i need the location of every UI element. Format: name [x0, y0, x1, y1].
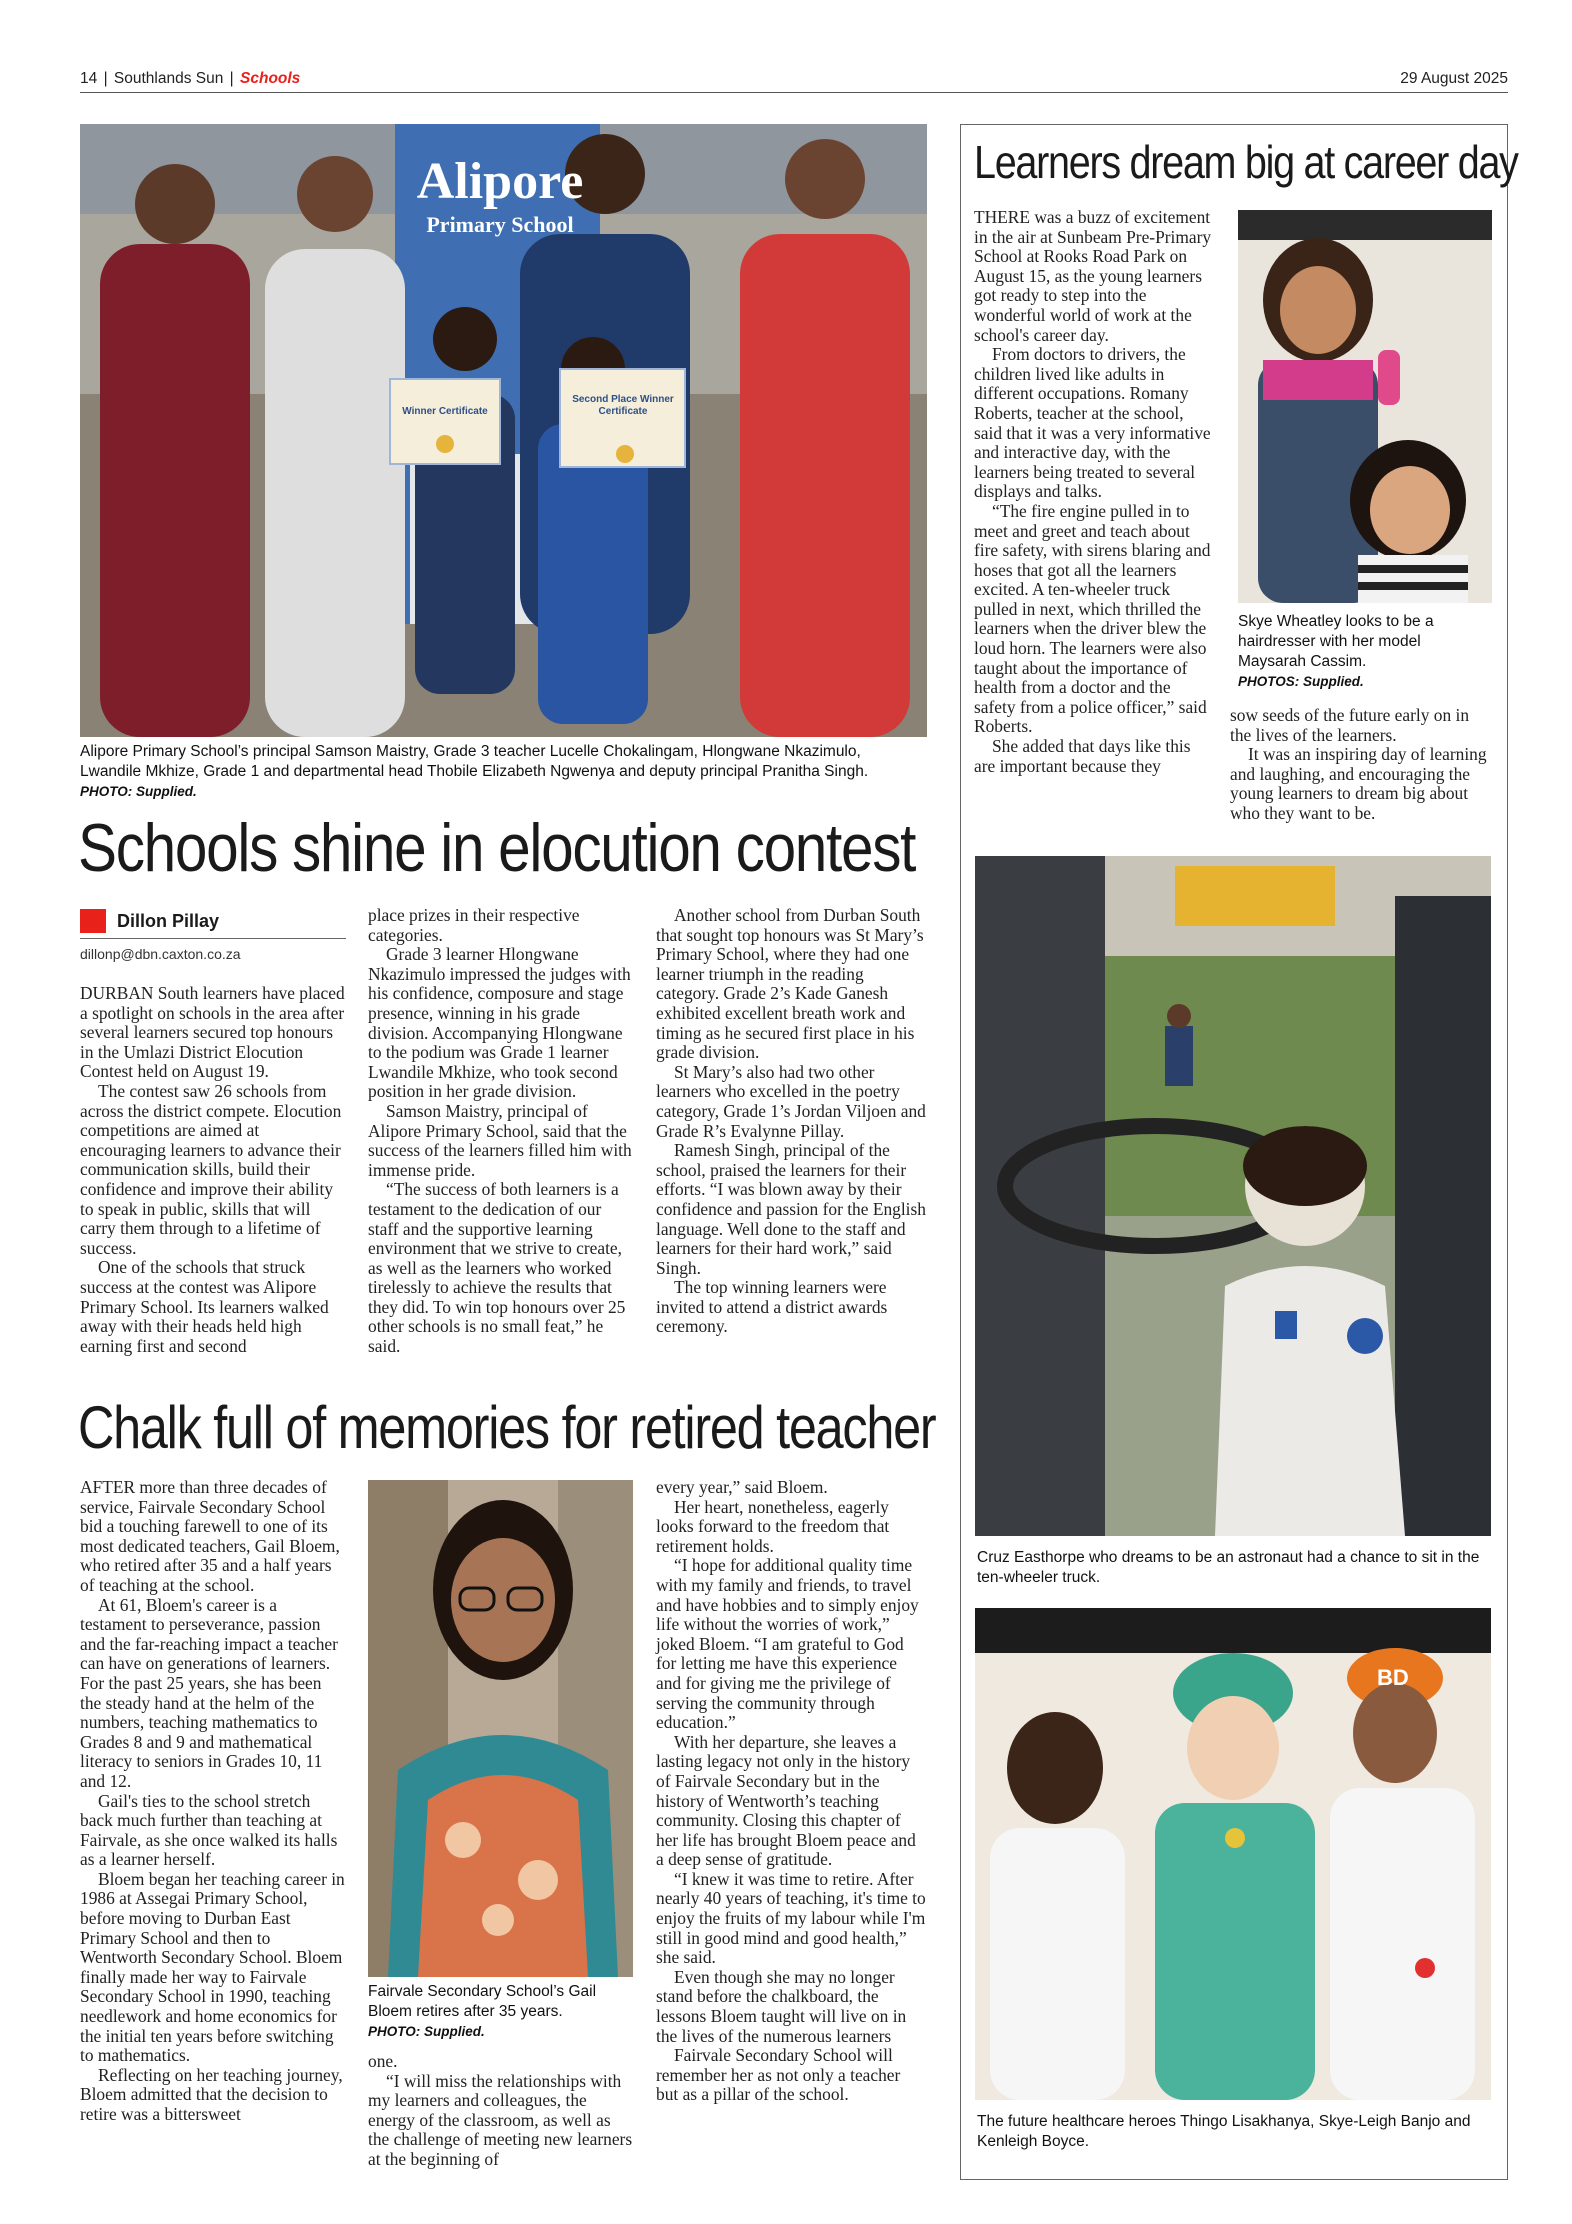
- paragraph: Grade 3 learner Hlongwane Nkazimulo impressed the judges with his confidence, composure and stage presence, winning in his grade division. Accompanying Hlongwane to the podium was Grade 1 learner Lwandile Mkhize, who took second position in her grade division.: [368, 944, 631, 1102]
- retired-column-1: [80, 1478, 346, 2125]
- header-separator: |: [103, 70, 108, 87]
- healthcare-kids-photo: [975, 1608, 1491, 2100]
- paragraph: one.: [368, 2051, 398, 2071]
- paragraph: THERE was a buzz of excitement in the air at Sunbeam Pre-Primary School at Rooks Road Park on August 15, as the young learners got ready to step into the wonderful world of work at the school's career day.: [974, 207, 1212, 345]
- publication-name: Southlands Sun: [113, 70, 224, 87]
- hairdresser-caption: [1238, 612, 1492, 692]
- page-header: [80, 70, 1508, 92]
- elocution-column-3: [656, 906, 926, 1337]
- paragraph: Fairvale Secondary School will remember her as not only a teacher but as a pillar of the school.: [656, 2045, 901, 2105]
- paragraph: At 61, Bloem's career is a testament to perseverance, passion and the far-reaching impact a teacher can have on generations of learners. For the past 25 years, she has been the steady hand at the helm of the numbers, teaching mathematics to Grades 8 and 9 and mathematical literacy to seniors in Grades 10, 11 and 12.: [80, 1594, 338, 1791]
- school-sign-title: Alipore: [416, 153, 584, 210]
- paragraph: From doctors to drivers, the children lived like adults in different occupations. Romany Roberts, teacher at the school, said that it was a very informative and interactive day, with the learners being treated to several displays and talks.: [974, 344, 1211, 502]
- photo-credit: PHOTO: Supplied.: [368, 2024, 485, 2039]
- issue-date: 29 August 2025: [1400, 70, 1508, 87]
- byline-name: Dillon Pillay: [117, 911, 220, 931]
- paragraph: It was an inspiring day of learning and laughing, and encouraging the young learners to dream big about who they want to be.: [1230, 744, 1487, 823]
- paragraph: Bloem began her teaching career in 1986 at Assegai Primary School, before moving to Durban East Primary School and then to Wentworth Secondary School. Bloem finally made her way to Fairvale Secondary School in 1990, teaching needlework and home economics for the initial ten years before switching to mathematics.: [80, 1868, 345, 2066]
- school-sign: [410, 152, 590, 238]
- paragraph: Gail's ties to the school stretch back much further than teaching at Fairvale, as she once walked its halls as a learner herself.: [80, 1790, 338, 1870]
- paragraph: St Mary’s also had two other learners who excelled in the poetry category, Grade 1’s Jordan Viljoen and Grade R’s Evalynne Pillay.: [656, 1061, 926, 1141]
- school-sign-subtitle: Primary School: [426, 212, 574, 237]
- paragraph: AFTER more than three decades of service, Fairvale Secondary School bid a touching farewell to one of its most dedicated teachers, Gail Bloem, who retired after 35 and a half years of teaching at the school.: [80, 1477, 340, 1595]
- section-name: Schools: [240, 70, 301, 87]
- paragraph: “The success of both learners is a testament to the dedication of our staff and the supportive learning environment that we strive to create, as well as the learners who worked tirelessly to achieve the results that they did. To win top honours over 25 other schools is no small feat,” he said.: [368, 1179, 626, 1357]
- paragraph: Her heart, nonetheless, eagerly looks forward to the freedom that retirement holds.: [656, 1496, 890, 1556]
- paragraph: Another school from Durban South that sought top honours was St Mary’s Primary School, where they had one learner triumph in the reading category. Grade 2’s Kade Ganesh exhibited excellent breath work and timing as he secured first place in his grade division.: [656, 905, 924, 1063]
- byline-email: dillonp@dbn.caxton.co.za: [80, 946, 241, 962]
- certificate-label-1: Winner Certificate: [402, 406, 488, 417]
- paragraph: The contest saw 26 schools from across the district compete. Elocution competitions are aimed at encouraging learners to advance their communication skills, build their confidence and improve their ability to speak in public, skills that will carry them through to a lifetime of success.: [80, 1080, 342, 1258]
- hairdresser-photo: [1238, 210, 1492, 603]
- retired-column-3: [656, 1478, 926, 2105]
- truck-astronaut-photo: [975, 856, 1491, 1536]
- gail-bloem-photo: [368, 1480, 633, 1977]
- caption-text: Skye Wheatley looks to be a hairdresser with her model Maysarah Cassim.: [1238, 613, 1434, 670]
- caption-text: Fairvale Secondary School’s Gail Bloem retires after 35 years.: [368, 1983, 597, 2020]
- cap-badge-text: BD: [1377, 1665, 1409, 1690]
- caption-text: Alipore Primary School’s principal Samson Maistry, Grade 3 teacher Lucelle Chokalingam, Hlongwane Nkazimulo, Lwandile Mkhize, Grade 1 and departmental head Thobile Elizabeth Ngwenya and deputy principal Pranitha Singh.: [80, 743, 869, 780]
- paragraph: “I will miss the relationships with my learners and colleagues, the energy of the classroom, as well as the challenge of meeting new learners at the beginning of: [368, 2070, 633, 2169]
- elocution-headline: Schools shine in elocution contest: [78, 810, 916, 886]
- page-number: 14: [80, 70, 98, 87]
- paragraph: “I hope for additional quality time with my family and friends, to travel and have hobbies and to simply enjoy life without the worries of work,” joked Bloem. “I am grateful to God for letting me have this experience and for giving me the privilege of serving the community through education.”: [656, 1555, 919, 1733]
- header-separator: |: [229, 70, 234, 87]
- career-column-2: [1230, 706, 1494, 824]
- truck-astronaut-caption: Cruz Easthorpe who dreams to be an astronaut had a chance to sit in the ten-wheeler truck.: [977, 1549, 1480, 1586]
- header-rule: [80, 92, 1508, 93]
- certificate-label-2: Second Place Winner Certificate: [572, 394, 674, 417]
- alipore-photo-caption: [80, 742, 920, 802]
- career-column-1: [974, 208, 1212, 776]
- paragraph: Even though she may no longer stand before the chalkboard, the lessons Bloem taught will live on in the lives of the numerous learners: [656, 1966, 907, 2046]
- healthcare-kids-caption: The future healthcare heroes Thingo Lisakhanya, Skye-Leigh Banjo and Kenleigh Boyce.: [977, 2113, 1471, 2150]
- elocution-column-1: [80, 984, 346, 1356]
- paragraph: sow seeds of the future early on in the lives of the learners.: [1230, 705, 1470, 745]
- paragraph: Samson Maistry, principal of Alipore Primary School, said that the success of the learners filled him with immense pride.: [368, 1100, 632, 1180]
- paragraph: One of the schools that struck success at the contest was Alipore Primary School. Its learners walked away with their heads held high earning first and second: [80, 1257, 329, 1356]
- paragraph: every year,” said Bloem.: [656, 1477, 828, 1497]
- elocution-column-2: [368, 906, 634, 1357]
- paragraph: Reflecting on her teaching journey, Bloem admitted that the decision to retire was a bittersweet: [80, 2064, 343, 2124]
- retired-teacher-headline: Chalk full of memories for retired teacher: [78, 1394, 936, 1461]
- byline-rule: [80, 938, 346, 939]
- byline-marker: [80, 909, 106, 933]
- paragraph: place prizes in their respective categories.: [368, 905, 580, 945]
- gail-bloem-caption: [368, 1982, 633, 2042]
- alipore-group-photo: [80, 124, 927, 737]
- paragraph: “The fire engine pulled in to meet and greet and teach about fire safety, with sirens blaring and hoses that got all the learners excited. A ten-wheeler truck pulled in next, which thrilled the learners when the driver blew the loud horn. The learners were also taught about the importance of health from a doctor and the safety from a police officer,” said Roberts.: [974, 500, 1211, 737]
- paragraph: She added that days like this are important because they: [974, 736, 1191, 776]
- photo-credit: PHOTOS: Supplied.: [1238, 674, 1364, 689]
- paragraph: Ramesh Singh, principal of the school, praised the learners for their efforts. “I was blown away by their confidence and passion for the English language. Well done to the staff and learners for their hard work,” said Singh.: [656, 1140, 926, 1278]
- paragraph: With her departure, she leaves a lasting legacy not only in the history of Fairvale Secondary but in the history of Wentworth’s teaching community. Closing this chapter of her life has brought Bloem peace and a deep sense of gratitude.: [656, 1731, 916, 1870]
- retired-column-2: [368, 2052, 634, 2170]
- photo-credit: PHOTO: Supplied.: [80, 784, 197, 799]
- paragraph: The top winning learners were invited to attend a district awards ceremony.: [656, 1277, 888, 1337]
- career-day-headline: Learners dream big at career day: [974, 136, 1518, 188]
- paragraph: “I knew it was time to retire. After nearly 40 years of teaching, it's time to enjoy the fruits of my labour while I'm still in good mind and good health,” she said.: [656, 1868, 926, 1968]
- paragraph: DURBAN South learners have placed a spotlight on schools in the area after several learners secured top honours in the Umlazi District Elocution Contest held on August 19.: [80, 983, 345, 1082]
